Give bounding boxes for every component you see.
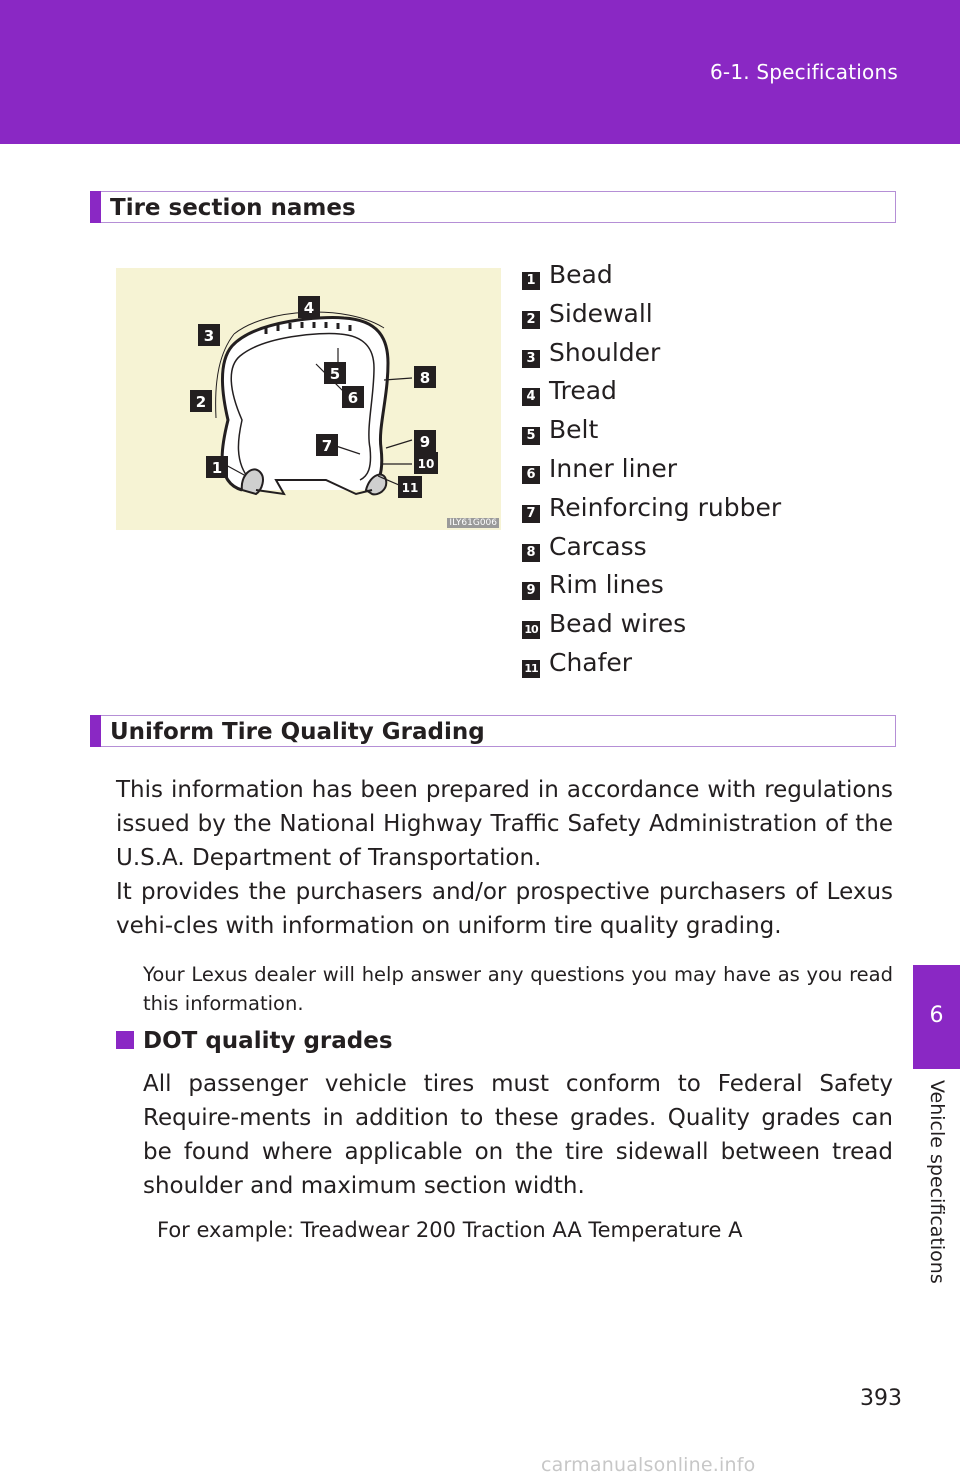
svg-text:5: 5 — [329, 365, 341, 383]
section-heading-tire-names — [90, 191, 896, 223]
legend-number: 5 — [522, 427, 540, 445]
legend-label: Shoulder — [549, 337, 661, 367]
tire-cross-section-illustration — [116, 268, 501, 530]
svg-text:1: 1 — [211, 459, 223, 477]
dot-grades-text: All passenger vehicle tires must conform to Federal Safety Require-ments in addition to these grades. Quality grades can be found where applicable on the tire sidewall between tread shoulder and maximum section width. — [143, 1071, 893, 1199]
legend-number: 8 — [522, 544, 540, 562]
legend-number: 6 — [522, 466, 540, 484]
dot-grades-heading — [116, 1028, 393, 1054]
page-number: 393 — [860, 1386, 902, 1411]
legend-number: 11 — [522, 660, 540, 678]
footer-watermark: carmanualsonline.info — [541, 1454, 756, 1476]
legend-label: Bead — [549, 260, 613, 289]
svg-text:6: 6 — [347, 389, 359, 407]
chapter-label: Vehicle specifications — [926, 1080, 948, 1284]
chapter-tab[interactable] — [913, 965, 960, 1069]
legend-label: Inner liner — [549, 453, 678, 483]
legend-label: Carcass — [549, 531, 647, 561]
svg-text:7: 7 — [321, 437, 333, 455]
legend-label: Chafer — [549, 647, 633, 677]
header-band — [0, 0, 960, 144]
legend-number: 1 — [522, 272, 540, 290]
section-heading-utqg — [90, 715, 896, 747]
illustration-code: ILY61G006 — [449, 518, 497, 528]
section-heading-text: Tire section names — [110, 195, 356, 221]
legend-label: Tread — [549, 376, 617, 406]
legend-label: Belt — [549, 415, 599, 445]
square-bullet-icon — [116, 1031, 134, 1049]
svg-text:10: 10 — [417, 457, 435, 471]
section-reference: 6-1. Specifications — [709, 60, 898, 84]
svg-text:9: 9 — [419, 433, 431, 451]
grade-example: For example: Treadwear 200 Traction AA Temperature A — [157, 1218, 743, 1242]
svg-text:4: 4 — [303, 299, 315, 317]
legend-number: 4 — [522, 388, 540, 406]
tire-diagram — [116, 268, 501, 530]
svg-text:8: 8 — [419, 369, 431, 387]
utqg-paragraph-1: This information has been prepared in accordance with regulations issued by the National Highway Traffic Safety Administration of the U.S.A. Department of Transportation. — [116, 777, 893, 871]
legend-number: 7 — [522, 505, 540, 523]
svg-text:11: 11 — [401, 481, 419, 495]
utqg-paragraph-2: It provides the purchasers and/or prospective purchasers of Lexus vehi-cles with information on uniform tire quality grading. — [116, 879, 893, 939]
svg-text:2: 2 — [195, 393, 207, 411]
dealer-note: Your Lexus dealer will help answer any questions you may have as you read this information. — [143, 963, 893, 1015]
legend-number: 10 — [522, 621, 540, 639]
legend-number: 9 — [522, 582, 540, 600]
section-heading-text: Uniform Tire Quality Grading — [110, 719, 485, 745]
chapter-number: 6 — [929, 1003, 944, 1028]
legend-label: Bead wires — [549, 609, 687, 639]
svg-text:3: 3 — [203, 327, 215, 345]
legend-label: Rim lines — [549, 570, 664, 600]
legend-label: Sidewall — [549, 298, 653, 328]
legend-label: Reinforcing rubber — [549, 492, 782, 522]
legend-number: 3 — [522, 350, 540, 368]
legend-number: 2 — [522, 311, 540, 329]
dot-grades-heading-text: DOT quality grades — [143, 1028, 393, 1054]
